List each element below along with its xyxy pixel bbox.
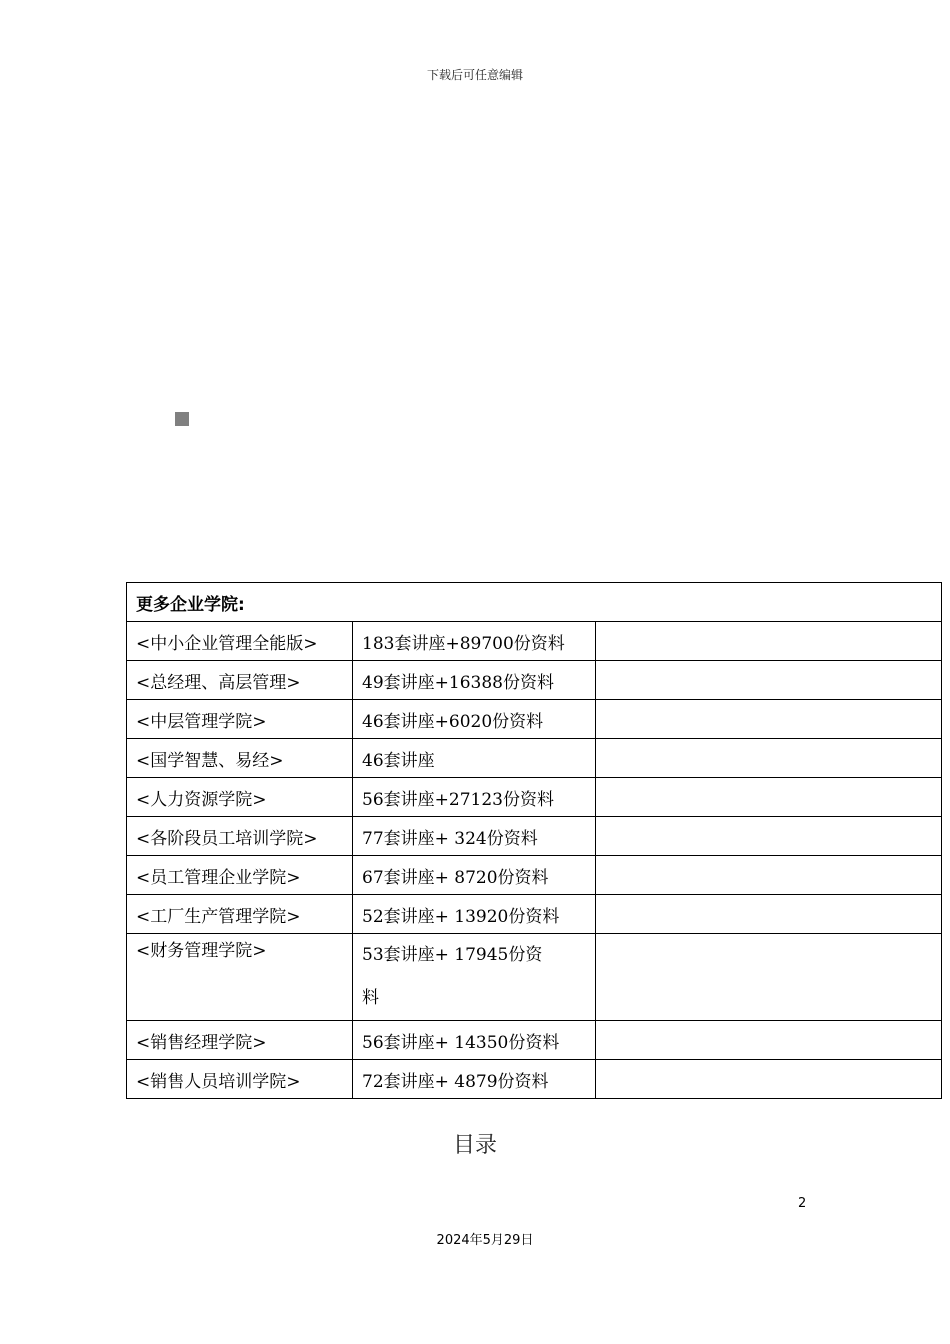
table-row bbox=[127, 895, 942, 934]
course-extra bbox=[596, 817, 942, 856]
table-title: 更多企业学院: bbox=[127, 583, 942, 622]
footer-date: 2024年5月29日 bbox=[436, 1233, 534, 1248]
course-name: <财务管理学院> bbox=[127, 934, 353, 1021]
course-extra bbox=[596, 895, 942, 934]
table-row bbox=[127, 934, 942, 1021]
table-row bbox=[127, 1021, 942, 1060]
table-row bbox=[127, 622, 942, 661]
course-content: 46套讲座+6020份资料 bbox=[353, 700, 596, 739]
course-name: <销售人员培训学院> bbox=[127, 1060, 353, 1099]
table-title-row bbox=[127, 583, 942, 622]
course-content: 72套讲座+ 4879份资料 bbox=[353, 1060, 596, 1099]
course-name: <总经理、高层管理> bbox=[127, 661, 353, 700]
course-extra bbox=[596, 622, 942, 661]
table-row bbox=[127, 1060, 942, 1099]
course-name: <工厂生产管理学院> bbox=[127, 895, 353, 934]
table-row bbox=[127, 739, 942, 778]
course-extra bbox=[596, 934, 942, 1021]
course-name: <各阶段员工培训学院> bbox=[127, 817, 353, 856]
course-extra bbox=[596, 700, 942, 739]
course-name: <中层管理学院> bbox=[127, 700, 353, 739]
table-row bbox=[127, 817, 942, 856]
course-content: 46套讲座 bbox=[353, 739, 596, 778]
table-row bbox=[127, 661, 942, 700]
gray-square-marker bbox=[175, 412, 189, 426]
toc-title: 目录 bbox=[452, 1133, 497, 1158]
course-name: <中小企业管理全能版> bbox=[127, 622, 353, 661]
course-content: 183套讲座+89700份资料 bbox=[353, 622, 596, 661]
course-extra bbox=[596, 856, 942, 895]
course-content: 67套讲座+ 8720份资料 bbox=[353, 856, 596, 895]
page-number: 2 bbox=[798, 1196, 807, 1211]
course-content: 53套讲座+ 17945份资料 bbox=[353, 934, 596, 1021]
course-extra bbox=[596, 1021, 942, 1060]
course-extra bbox=[596, 778, 942, 817]
course-name: <销售经理学院> bbox=[127, 1021, 353, 1060]
course-content: 77套讲座+ 324份资料 bbox=[353, 817, 596, 856]
course-name: <人力资源学院> bbox=[127, 778, 353, 817]
table-row bbox=[127, 778, 942, 817]
course-table bbox=[126, 582, 942, 1099]
table-row bbox=[127, 700, 942, 739]
course-content: 49套讲座+16388份资料 bbox=[353, 661, 596, 700]
course-extra bbox=[596, 1060, 942, 1099]
course-name: <国学智慧、易经> bbox=[127, 739, 353, 778]
course-content: 52套讲座+ 13920份资料 bbox=[353, 895, 596, 934]
course-content: 56套讲座+27123份资料 bbox=[353, 778, 596, 817]
table-row bbox=[127, 856, 942, 895]
course-name: <员工管理企业学院> bbox=[127, 856, 353, 895]
course-content: 56套讲座+ 14350份资料 bbox=[353, 1021, 596, 1060]
course-extra bbox=[596, 739, 942, 778]
header-note: 下载后可任意编辑 bbox=[426, 68, 523, 82]
course-extra bbox=[596, 661, 942, 700]
